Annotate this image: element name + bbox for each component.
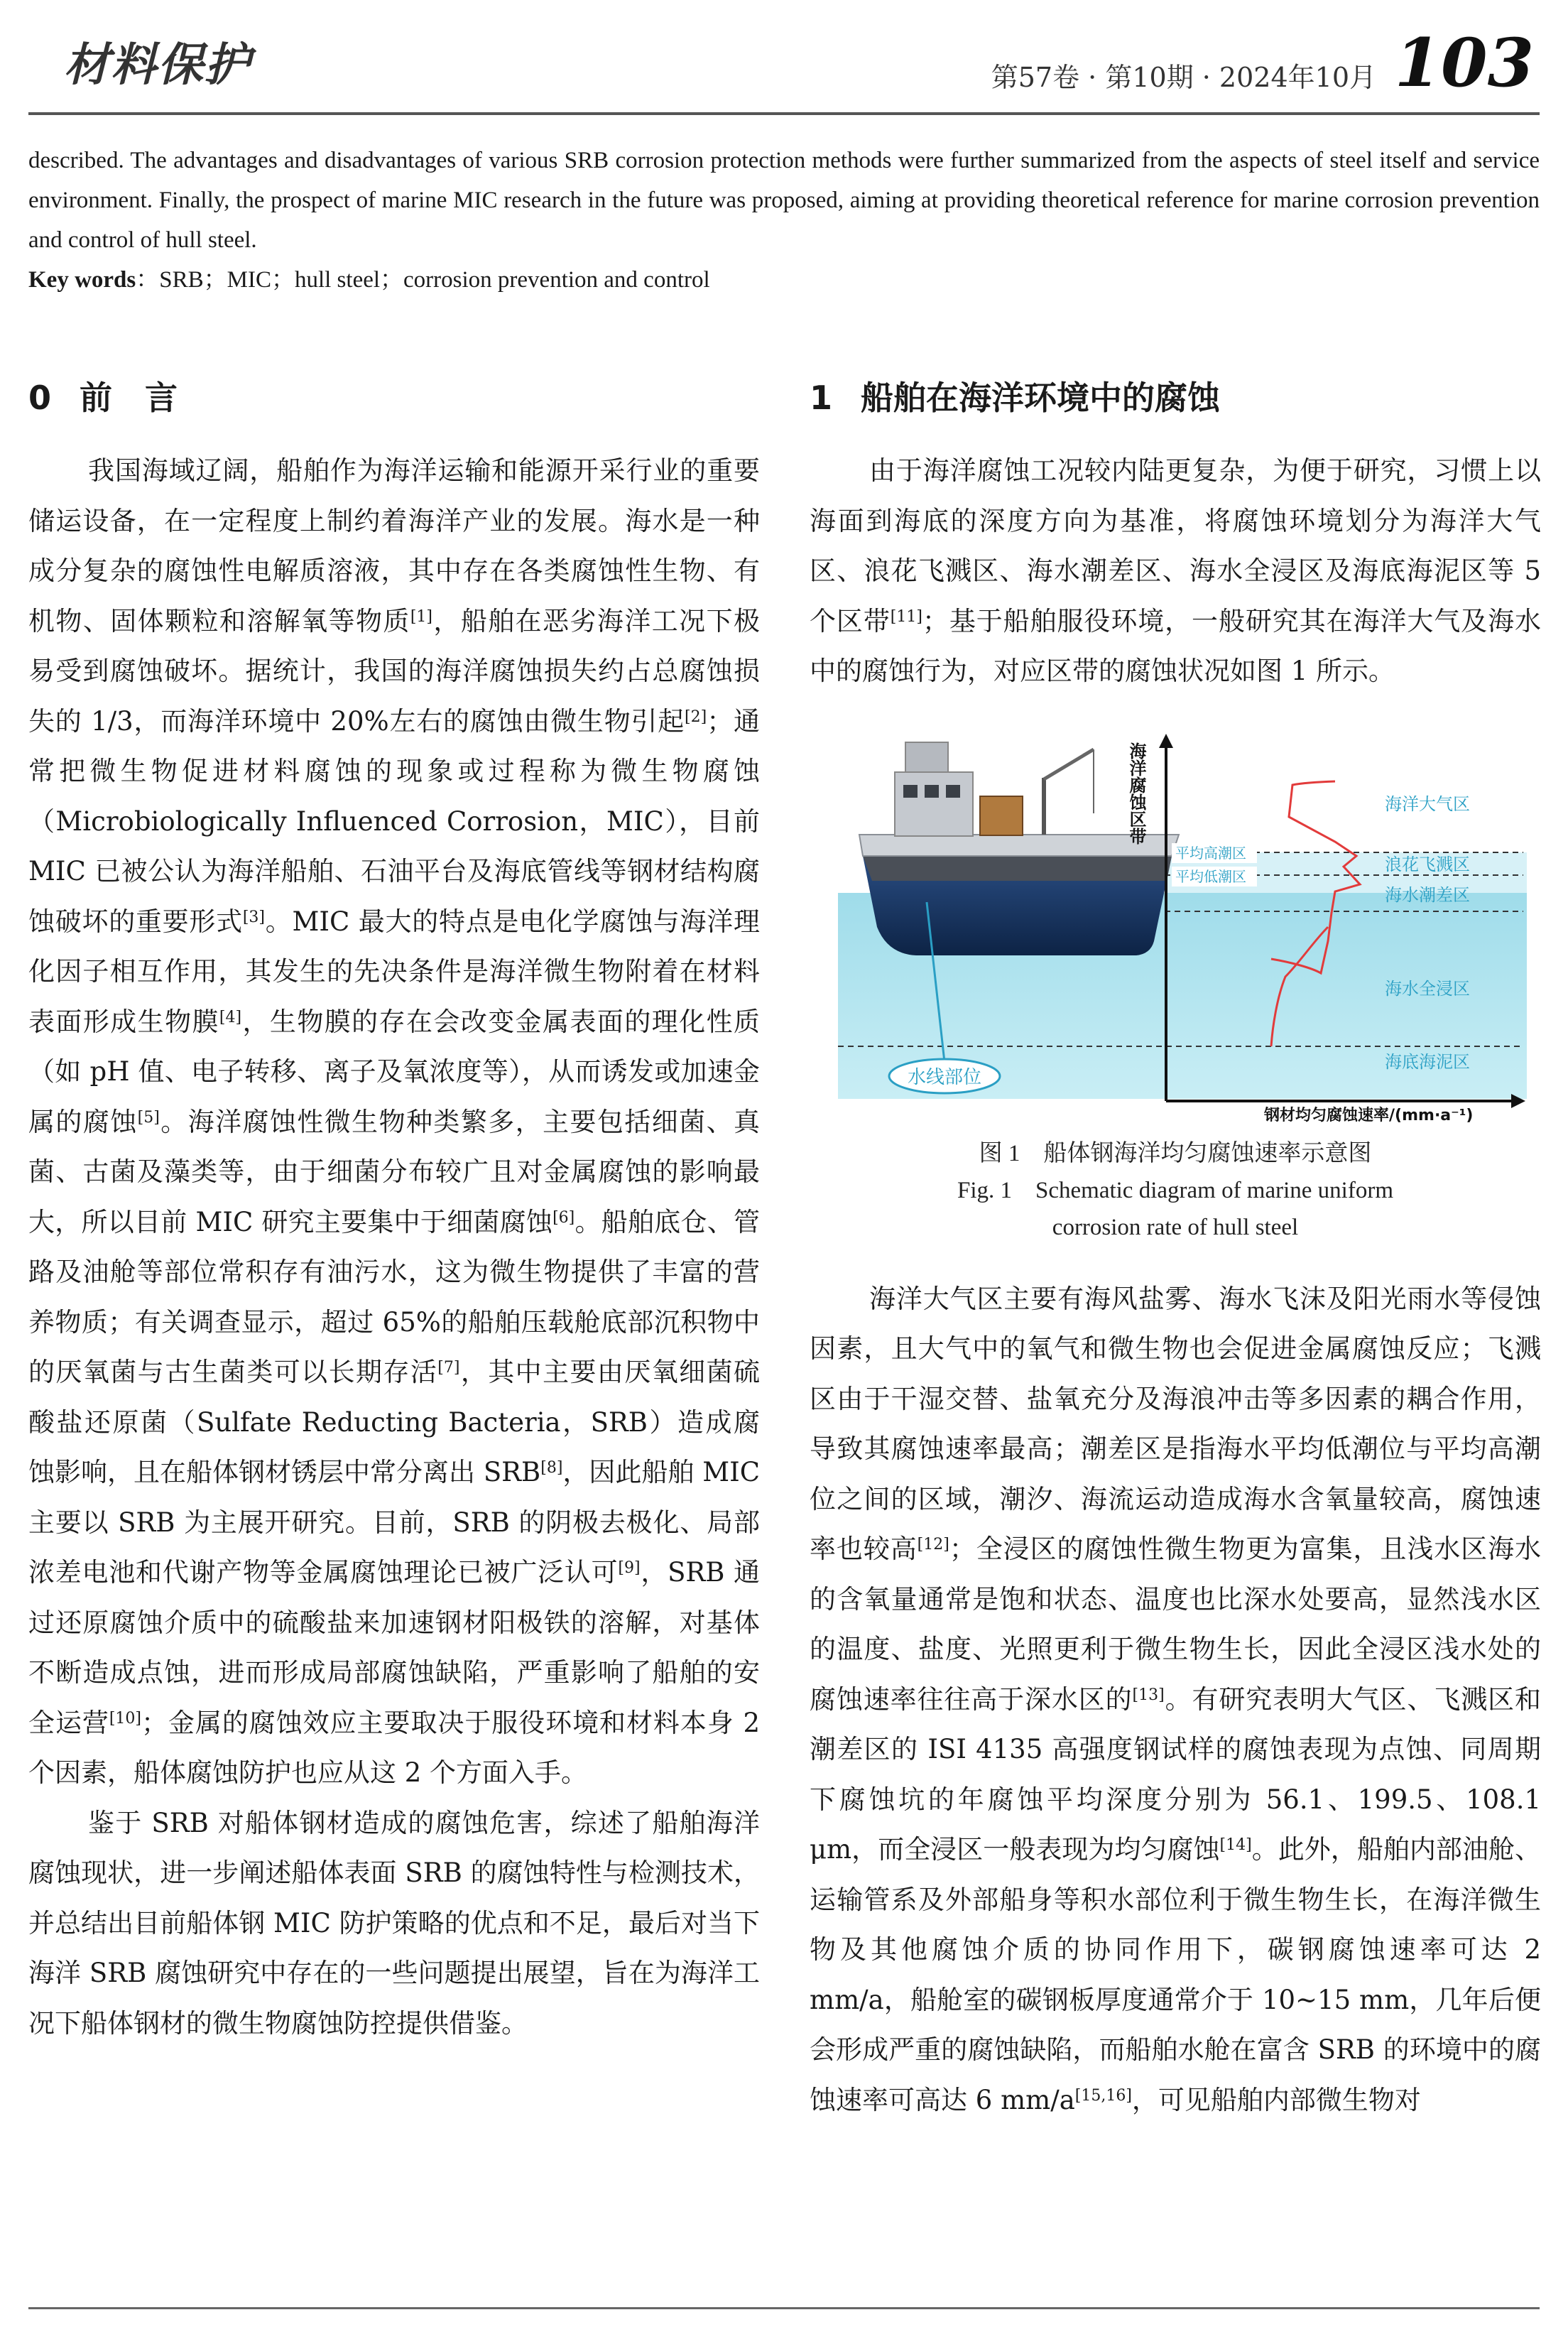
section-1-heading [810,376,1541,419]
citation[interactable]: [3] [242,908,266,926]
abstract-tail [28,141,1540,300]
cargo-box [980,796,1023,835]
bridge-top [905,742,948,772]
citation[interactable]: [1] [410,607,433,626]
text-run: 。海洋腐蚀性微生物种类繁多，主要包括细菌、真菌、古菌及藻类等，由于细菌分布较广且对金属腐蚀的影响最大，所以目前 MIC 研究主要集中于细菌腐蚀 [28,1106,761,1237]
text-run: ，因此船舶 MIC 主要以 SRB 为主展开研究。目前，SRB 的阴极去极化、局部浓差电池和代谢产物等金属腐蚀理论已被广泛认可 [28,1457,761,1588]
citation[interactable]: [4] [219,1008,242,1026]
citation[interactable]: [8] [540,1459,563,1477]
section-number: 1 [810,379,833,417]
y-axis-label: 海洋腐蚀区带 [1126,742,1146,845]
page-header [28,24,1540,102]
caption-cn: 图 1 船体钢海洋均匀腐蚀速率示意图 [979,1140,1372,1166]
caption-en-line-1: Fig. 1 Schematic diagram of marine uniform [957,1177,1393,1203]
citation[interactable]: [10] [109,1709,142,1728]
section-0-heading [28,376,760,419]
left-column [28,376,760,2049]
text-run: ，船舶在恶劣海洋工况下极易受到腐蚀破坏。据统计，我国的海洋腐蚀损失约占总腐蚀损失的 1/3，而海洋环境中 20%左右的腐蚀由微生物引起 [28,605,761,737]
citation[interactable]: [9] [618,1559,641,1577]
hull-upper [863,856,1172,881]
text-run: 我国海域辽阔，船舶作为海洋运输和能源开采行业的重要储运设备，在一定程度上制约着海洋产业的发展。海水是一种成分复杂的腐蚀性电解质溶液，其中存在各类腐蚀性生物、有机物、固体颗粒和溶解氧等物质 [28,455,760,636]
figure-1-caption [810,1135,1541,1246]
citation[interactable]: [11] [890,607,922,626]
section-title: 船舶在海洋环境中的腐蚀 [861,379,1221,417]
text-run: ；金属的腐蚀效应主要取决于服役环境和材料本身 2 个因素，船体腐蚀防护也应从这 2 个方面入手。 [28,1707,761,1788]
journal-logo: 材料保护 [64,38,251,92]
keywords-label: Key words [28,267,136,293]
header-rule [28,112,1540,115]
text-run: 。船舶底仓、管路及油舱等部位常积存有油污水，这为微生物提供了丰富的营养物质；有关调查显示，超过 65%的船舶压载舱底部沉积物中的厌氧菌与古生菌类可以长期存活 [28,1206,760,1387]
tide-high-label: 平均高潮区 [1175,844,1246,862]
waterline-label: 水线部位 [907,1066,982,1088]
zone-label-tidal: 海水潮差区 [1385,884,1470,905]
section-number: 0 [28,379,52,417]
bridge [895,772,973,836]
text-run: 。此外，船舶内部油舱、运输管系及外部船身等积水部位利于微生物生长，在海洋微生物及其他腐蚀介质的协同作用下，碳钢腐蚀速率可达 2 mm/a，船舱室的碳钢板厚度通常介于 10~15 mm，几年后便会形成严重的腐蚀缺陷，而船舶水舱在富含 SRB 的环境中的腐蚀速率可高达 6 mm/a [810,1834,1541,2115]
text-run: ；通常把微生物促进材料腐蚀的现象或过程称为微生物腐蚀（Microbiologically Influenced Corrosion，MIC），目前 MIC 已被公认为海洋船舶、石油平台及海底管线等钢材结构腐蚀破坏的重要形式 [28,705,760,937]
text-run: ；基于船舶服役环境，一般研究其在海洋大气及海水中的腐蚀行为，对应区带的腐蚀状况如图 1 所示。 [810,605,1542,686]
text-run: 由于海洋腐蚀工况较内陆更复杂，为便于研究，习惯上以海面到海底的深度方向为基准，将腐蚀环境划分为海洋大气区、浪花飞溅区、海水潮差区、海水全浸区及海底海泥区等 5 个区带 [810,455,1541,636]
x-axis-label: 钢材均匀腐蚀速率/(mm·a⁻¹) [1264,1106,1474,1122]
text-run: ，其中主要由厌氧细菌硫酸盐还原菌（Sulfate Reducting Bacteria，SRB）造成腐蚀影响，且在船体钢材锈层中常分离出 SRB [28,1357,761,1487]
window [925,785,939,798]
citation[interactable]: [12] [917,1536,949,1553]
figure-1-diagram [838,728,1527,1122]
page-number: 103 [1394,24,1534,102]
caption-en-line-2: corrosion rate of hull steel [1052,1214,1299,1240]
citation[interactable]: [6] [552,1208,575,1227]
text-run: 海洋大气区主要有海风盐雾、海水飞沫及阳光雨水等侵蚀因素，且大气中的氧气和微生物也会促进金属腐蚀反应；飞溅区由于干湿交替、盐氧充分及海浪冲击等多因素的耦合作用，导致其腐蚀速率最高；潮差区是指海水平均低潮位与平均高潮位之间的区域，潮汐、海流运动造成海水含氧量较高，腐蚀速率也较高 [810,1283,1541,1564]
window [946,785,960,798]
keywords-value: ：SRB；MIC；hull steel；corrosion prevention and control [136,267,710,293]
tide-low-label: 平均低潮区 [1175,867,1246,885]
zone-label-splash: 浪花飞溅区 [1385,854,1470,874]
citation[interactable]: [2] [685,707,707,726]
citation[interactable]: [15,16] [1074,2086,1132,2105]
text-run: ；全浸区的腐蚀性微生物更为富集，且浅水区海水的含氧量通常是饱和状态、温度也比深水处要高，显然浅水区的温度、盐度、光照更利于微生物生长，因此全浸区浅水处的腐蚀速率往往高于深水区的 [810,1534,1542,1715]
keywords-line [28,260,1540,300]
zone-label-seabed: 海底海泥区 [1385,1051,1470,1072]
intro-paragraph-1 [28,446,760,1799]
section-title: 前 言 [80,379,178,417]
intro-paragraph-2: 鉴于 SRB 对船体钢材造成的腐蚀危害，综述了船舶海洋腐蚀现状，进一步阐述船体表面 SRB 的腐蚀特性与检测技术，并总结出目前船体钢 MIC 防护策略的优点和不足，最后对当下海洋 SRB 腐蚀研究中存在的一些问题提出展望，旨在为海洋工况下船体钢材的微生物腐蚀防控提供借鉴。 [28,1807,760,2039]
figure-1 [838,728,1527,1122]
citation[interactable]: [5] [137,1108,160,1127]
citation[interactable]: [14] [1219,1836,1252,1854]
section-1-paragraph-2 [810,1274,1541,2126]
zone-label-immersion: 海水全浸区 [1385,978,1470,999]
text-run: ，SRB 通过还原腐蚀介质中的硫酸盐来加速钢材阳极铁的溶解，对基体不断造成点蚀，进而形成局部腐蚀缺陷，严重影响了船舶的安全运营 [28,1557,760,1738]
footer-rule [28,2307,1540,2309]
text-run: 。有研究表明大气区、飞溅区和潮差区的 ISI 4135 高强度钢试样的腐蚀表现为点蚀、同周期下腐蚀坑的年腐蚀平均深度分别为 56.1、199.5、108.1 μm，而全浸区一般表现为均匀腐蚀 [810,1683,1542,1865]
citation[interactable]: [13] [1132,1686,1165,1704]
citation[interactable]: [7] [437,1359,460,1377]
section-1-paragraph-1 [810,446,1541,697]
window [903,785,918,798]
text-run: ，生物膜的存在会改变金属表面的理化性质（如 pH 值、电子转移、离子及氧浓度等），从而诱发或加速金属的腐蚀 [28,1006,761,1137]
right-column [810,376,1541,2125]
text-run: 。MIC 最大的特点是电化学腐蚀与海洋理化因子相互作用，其发生的先决条件是海洋微生物附着在材料表面形成生物膜 [28,906,760,1037]
issue-info: 第57卷 · 第10期 · 2024年10月 [991,62,1376,93]
text-run: ，可见船舶内部微生物对 [1131,2084,1421,2115]
abstract-text: described. The advantages and disadvantages of various SRB corrosion protection methods were further summarized from the aspects of steel itself and service environment. Finally, the prospect of marine MIC research in the future was proposed, aiming at providing theoretical reference for marine corrosion prevention and control of hull steel. [28,148,1540,253]
zone-label-atmosphere: 海洋大气区 [1385,793,1470,814]
